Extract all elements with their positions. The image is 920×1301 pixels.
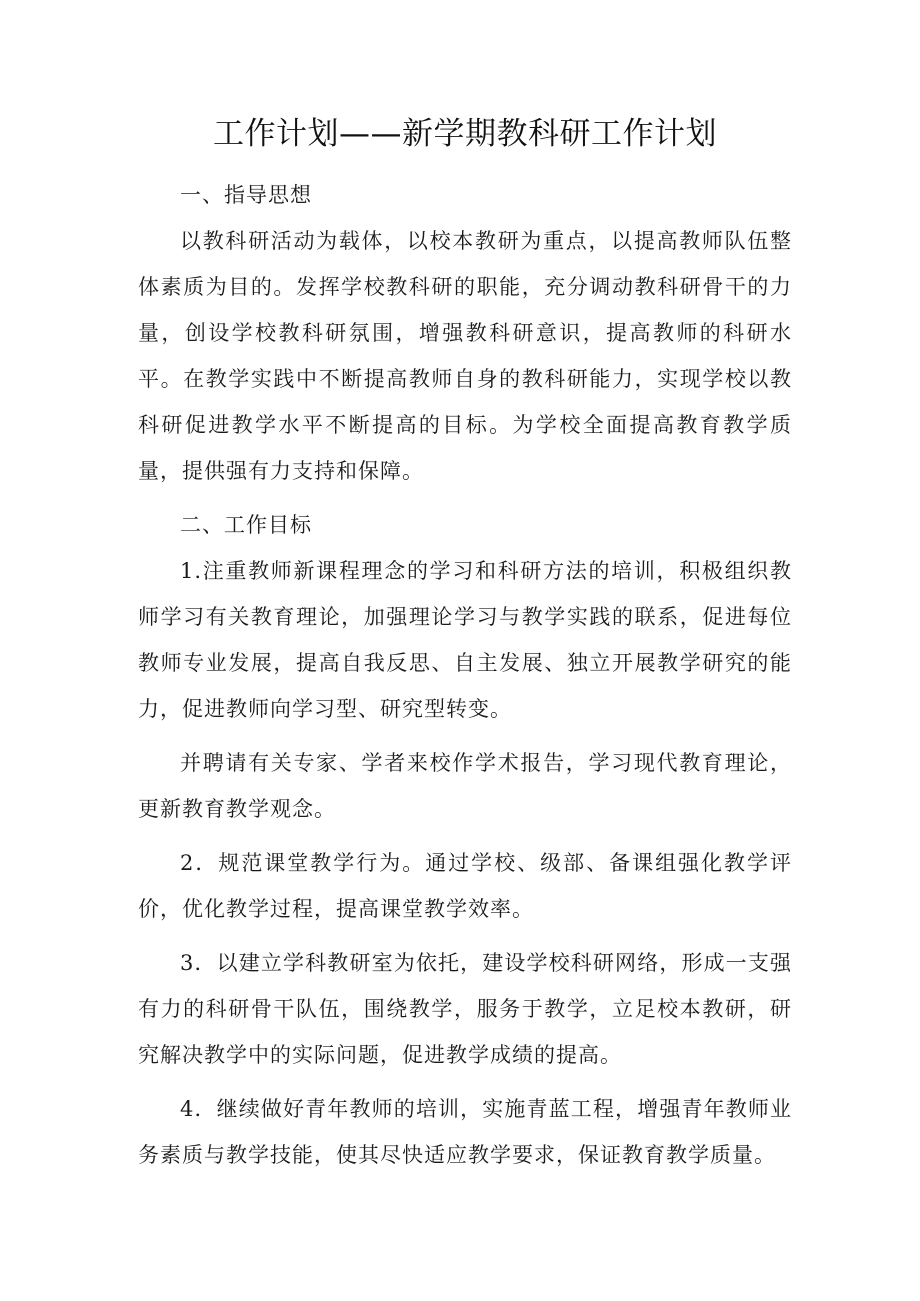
paragraph-goal-2: 2．规范课堂教学行为。通过学校、级部、备课组强化教学评价，优化教学过程，提高课堂教学效率。 xyxy=(138,851,792,921)
section-heading-guiding-ideology: 一、指导思想 xyxy=(180,183,312,207)
paragraph-goal-4: 4．继续做好青年教师的培训，实施青蓝工程，增强青年教师业务素质与教学技能，使其尽快适应教学要求，保证教育教学质量。 xyxy=(138,1097,792,1167)
section-heading-work-goals: 二、工作目标 xyxy=(180,513,312,537)
paragraph-goal-3: 3．以建立学科教研室为依托，建设学校科研网络，形成一支强有力的科研骨干队伍，围绕教学，服务于教学，立足校本教研，研究解决教学中的实际问题，促进教学成绩的提高。 xyxy=(138,951,792,1067)
paragraph-guiding-ideology: 以教科研活动为载体，以校本教研为重点，以提高教师队伍整体素质为目的。发挥学校教科研的职能，充分调动教科研骨干的力量，创设学校教科研氛围，增强教科研意识，提高教师的科研水平。在教学实践中不断提高教师自身的教科研能力，实现学校以教科研促进教学水平不断提高的目标。为学校全面提高教育教学质量，提供强有力支持和保障。 xyxy=(138,229,792,483)
paragraph-goal-1-supplement: 并聘请有关专家、学者来校作学术报告，学习现代教育理论，更新教育教学观念。 xyxy=(138,751,792,821)
document-title: 工作计划——新学期教科研工作计划 xyxy=(213,116,717,152)
paragraph-goal-1: 1.注重教师新课程理念的学习和科研方法的培训，积极组织教师学习有关教育理论，加强理论学习与教学实践的联系，促进每位教师专业发展，提高自我反思、自主发展、独立开展教学研究的能力，促进教师向学习型、研究型转变。 xyxy=(138,559,792,721)
